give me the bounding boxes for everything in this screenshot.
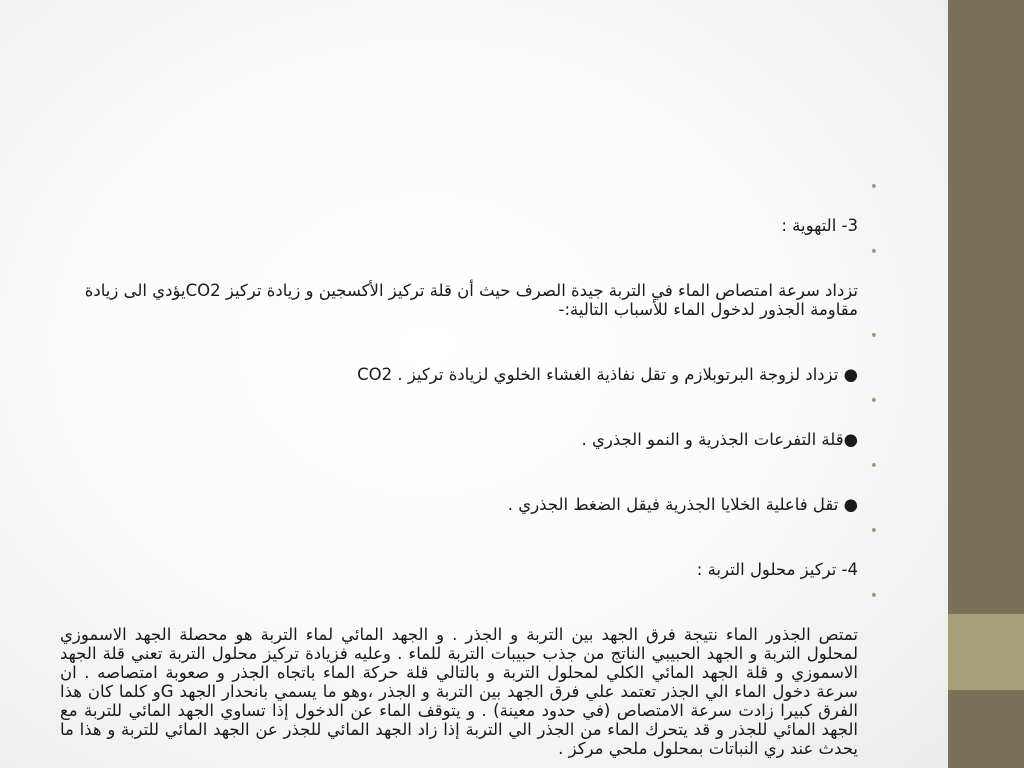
slide-content: [60, 178, 880, 758]
bullet-icon: •: [869, 328, 878, 344]
bullet-icon: •: [869, 588, 878, 604]
bullet-text: تزداد سرعة امتصاص الماء في التربة جيدة الصرف حيث أن قلة تركيز الأكسجين و زيادة تركيز CO2يؤدي الى زيادة مقاومة الجذور لدخول الماء للأسباب التالية:-: [84, 281, 858, 319]
bullet-icon: •: [869, 393, 878, 409]
bullet-text: ●قلة التفرعات الجذرية و النمو الجذري .: [581, 430, 858, 449]
bullet-text: 4- تركيز محلول التربة :: [696, 560, 858, 579]
bullet-icon: •: [869, 179, 878, 195]
bullet-icon: •: [869, 244, 878, 260]
bullet-icon: •: [869, 458, 878, 474]
sidebar-band-accent: [948, 614, 1024, 690]
bullet-text: ● تزداد لزوجة البرتوبلازم و تقل نفاذية الغشاء الخلوي لزيادة تركيز . CO2: [357, 365, 858, 384]
bullet-text: تمتص الجذور الماء نتيجة فرق الجهد بين التربة و الجذر . و الجهد المائي لماء التربة هو محصلة الجهد الاسموزي لمحلول التربة و الجهد الحبيبي الناتج من جذب حبيبات التربة للماء . وعليه فزيادة تركيز محلول التربة تعني قلة الجهد الاسموزي و قلة الجهد المائي الكلي لمحلول التربة و بالتالي قلة حركة الماء باتجاه الجذر و صعوبة امتصاصه . ان سرعة دخول الماء الي الجذر تعتمد علي فرق الجهد بين التربة و الجذر ،وهو ما يسمي بانحدار الجهد Gو كلما كان هذا الفرق كبيرا زادت سرعة الامتصاص (في حدود معينة) . و يتوقف الماء عن الدخول إذا تساوي الجهد المائي للتربة مع الجهد المائي للجذر و قد يتحرك الماء من الجذر الي التربة إذا زاد الجهد المائي للجذر عن الجهد المائي للتربة و هذا ما يحدث عند ري النباتات بمحلول ملحي مركز .: [60, 625, 858, 758]
bullet-list: [60, 178, 880, 758]
sidebar-band-top: [948, 0, 1024, 614]
bullet-text: 3- التهوية :: [781, 216, 858, 235]
bullet-item-aeration-heading: [60, 178, 880, 235]
bullet-item-soil-solution-heading: [60, 522, 880, 579]
bullet-icon: •: [869, 523, 878, 539]
bullet-item-aeration-intro: [60, 243, 880, 319]
bullet-item-viscosity: [60, 327, 880, 384]
bullet-item-root-pressure: [60, 457, 880, 514]
bullet-item-branching: [60, 392, 880, 449]
sidebar-band-bottom: [948, 690, 1024, 768]
bullet-item-soil-solution-body: [60, 587, 880, 758]
bullet-text: ● تقل فاعلية الخلايا الجذرية فيقل الضغط الجذري .: [507, 495, 858, 514]
